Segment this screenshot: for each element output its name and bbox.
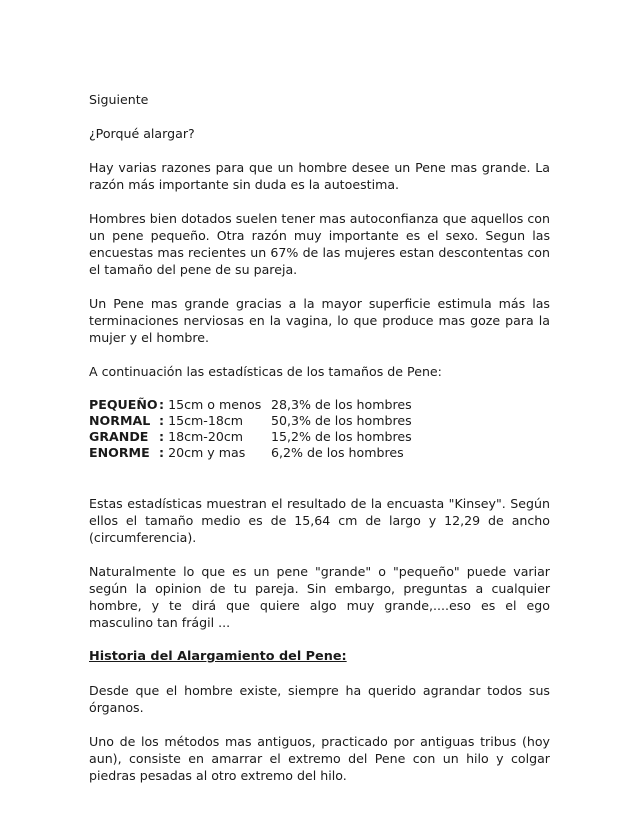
next-label: Siguiente: [89, 92, 149, 107]
paragraph-history-1: Desde que el hombre existe, siempre ha querido agrandar todos sus órganos.: [89, 683, 550, 715]
stats-range: 15cm o menos: [168, 397, 262, 412]
size-statistics-table: [89, 397, 412, 461]
document-page: [89, 91, 550, 801]
stats-percent: 50,3% de los hombres: [271, 413, 412, 428]
stats-range: 15cm-18cm: [168, 413, 244, 428]
paragraph-reasons: Hay varias razones para que un hombre desee un Pene mas grande. La razón más importante sin duda es la autoestima.: [89, 160, 550, 192]
stats-colon: :: [159, 429, 165, 444]
stats-row: [89, 413, 412, 429]
stats-percent: 15,2% de los hombres: [271, 429, 412, 444]
stats-row: [89, 429, 412, 445]
stats-colon: :: [159, 413, 165, 428]
stats-row: [89, 445, 412, 461]
stats-percent: 28,3% de los hombres: [271, 397, 412, 412]
stats-category: ENORME: [89, 445, 150, 460]
paragraph-kinsey: Estas estadísticas muestran el resultado de la encuasta "Kinsey". Según ellos el tamaño medio es de 15,64 cm de largo y 12,29 de ancho (circumferencia).: [89, 496, 550, 545]
stats-range: 18cm-20cm: [168, 429, 244, 444]
stats-percent: 6,2% de los hombres: [271, 445, 404, 460]
stats-range: 20cm y mas: [168, 445, 246, 460]
paragraph-history-2: Uno de los métodos mas antiguos, practicado por antiguas tribus (hoy aun), consiste en amarrar el extremo del Pene con un hilo y colgar piedras pesadas al otro extremo del hilo.: [89, 734, 550, 783]
stats-category: PEQUEÑO: [89, 397, 158, 412]
paragraph-stats-intro: A continuación las estadísticas de los tamaños de Pene:: [89, 364, 442, 379]
stats-colon: :: [159, 397, 165, 412]
stats-row: [89, 397, 412, 413]
paragraph-confidence: Hombres bien dotados suelen tener mas autoconfianza que aquellos con un pene pequeño. Otra razón muy importante es el sexo. Segun las encuestas mas recientes un 67% de las mujeres estan descontentas con el tamaño del pene de su pareja.: [89, 211, 550, 277]
stats-colon: :: [159, 445, 165, 460]
stats-category: NORMAL: [89, 413, 151, 428]
paragraph-opinion: Naturalmente lo que es un pene "grande" o "pequeño" puede variar según la opinion de tu pareja. Sin embargo, preguntas a cualquier hombre, y te dirá que quiere algo muy grande,....eso es el ego masculino tan frágil ...: [89, 564, 550, 630]
paragraph-surface: Un Pene mas grande gracias a la mayor superficie estimula más las terminaciones nerviosas en la vagina, lo que produce mas goze para la mujer y el hombre.: [89, 296, 550, 345]
stats-category: GRANDE: [89, 429, 149, 444]
question-heading: ¿Porqué alargar?: [89, 126, 195, 141]
history-heading: Historia del Alargamiento del Pene:: [89, 649, 347, 664]
